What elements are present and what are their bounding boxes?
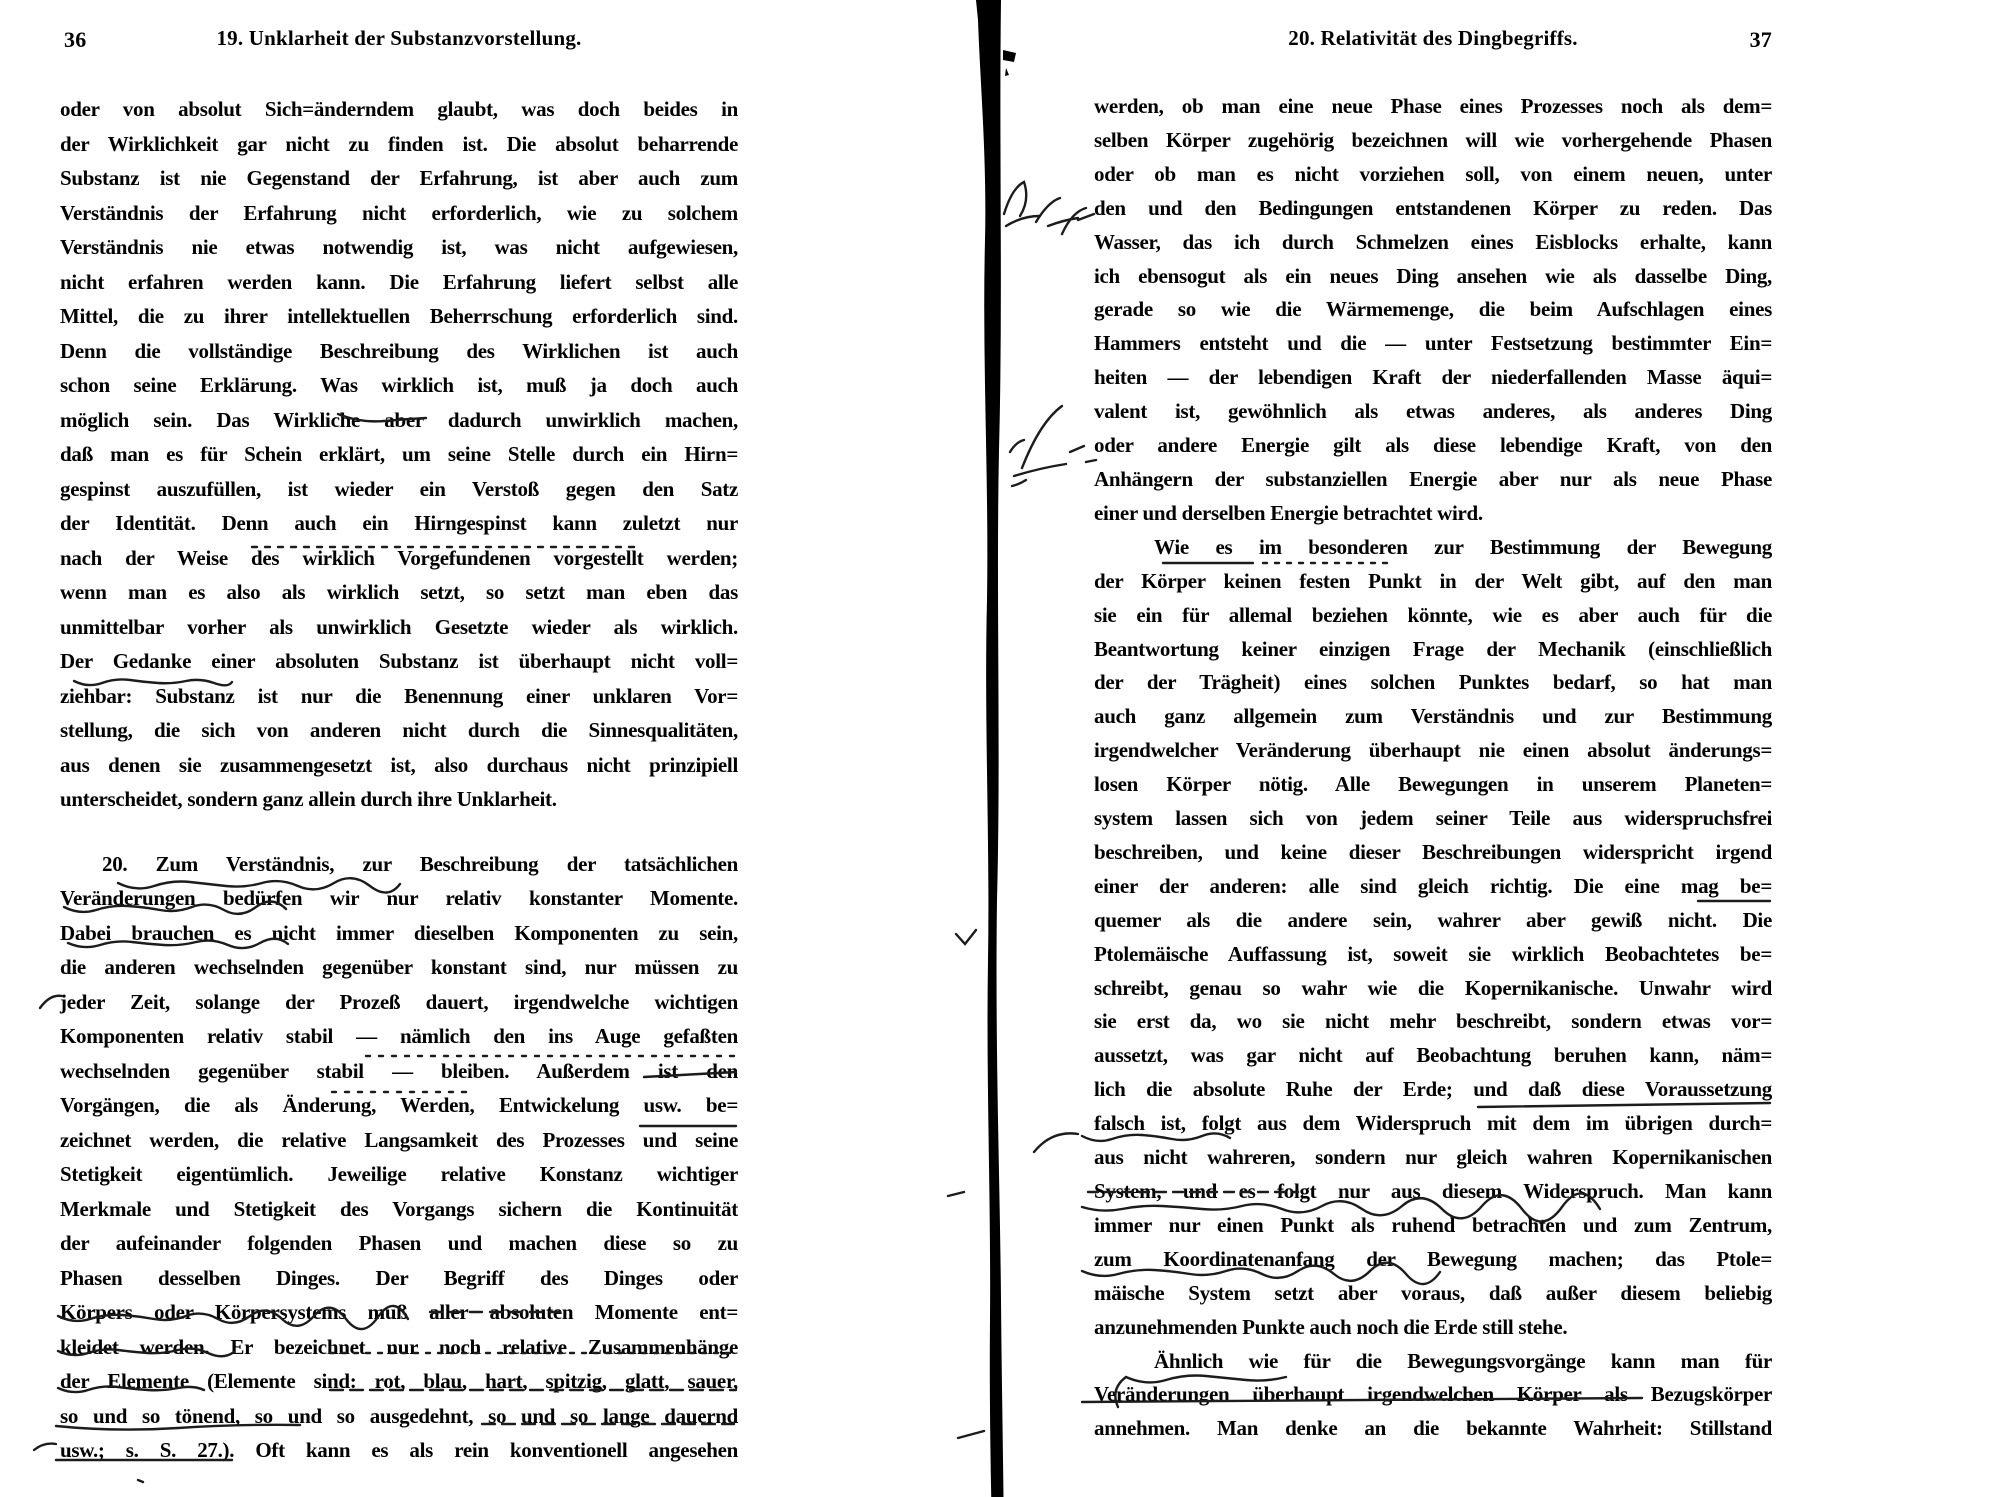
text-line: Ähnlich wie für die Bewegungsvorgänge kann man für xyxy=(1154,1348,1772,1373)
text-line: oder von absolut Sich=änderndem glaubt, was doch beides in xyxy=(60,97,738,121)
text-line: nicht erfahren werden kann. Die Erfahrung liefert selbst alle xyxy=(60,269,738,294)
left-page xyxy=(60,0,738,1497)
text-line: wenn man es also als wirklich setzt, so setzt man eben das xyxy=(60,580,738,604)
text-line: 20. Zum Verständnis, zur Beschreibung der tatsächlichen xyxy=(102,851,738,876)
text-line: selben Körper zugehörig bezeichnen will wie vorhergehende Phasen xyxy=(1094,127,1772,152)
text-line: annehmen. Man denke an die bekannte Wahrheit: Stillstand xyxy=(1094,1416,1772,1441)
text-line: daß man es für Schein erklärt, um seine Stelle durch ein Hirn= xyxy=(60,442,738,466)
pencil-marginalia-mid xyxy=(1010,406,1096,486)
pencil-check-mark xyxy=(956,930,976,944)
paragraph xyxy=(1094,90,1772,531)
text-line: sie erst da, wo sie nicht mehr beschreibt, sondern etwas vor= xyxy=(1094,1009,1772,1034)
text-line: der Wirklichkeit gar nicht zu finden ist. Die absolut beharrende xyxy=(60,131,738,156)
text-line: auch ganz allgemein zum Verständnis und zur Bestimmung xyxy=(1094,704,1772,729)
text-line: der aufeinander folgenden Phasen und machen diese so zu xyxy=(60,1231,738,1255)
paragraph xyxy=(60,92,738,817)
text-line: Ptolemäische Auffassung ist, soweit sie wirklich Beobachtetes be= xyxy=(1094,941,1772,966)
text-line: den und den Bedingungen entstandenen Körper zu reden. Das xyxy=(1094,195,1772,220)
text-line: aussetzt, was gar nicht auf Beobachtung beruhen kann, näm= xyxy=(1094,1043,1772,1068)
left-page-number: 36 xyxy=(64,27,87,52)
text-line: oder andere Energie gilt als diese lebendige Kraft, von den xyxy=(1094,433,1772,458)
text-line: aus denen sie zusammengesetzt ist, also durchaus nicht prinzipiell xyxy=(60,752,738,777)
text-line: anzunehmenden Punkte auch noch die Erde still stehe. xyxy=(1094,1314,1568,1339)
text-line: ziehbar: Substanz ist nur die Benennung einer unklaren Vor= xyxy=(60,683,738,708)
text-line: schon seine Erklärung. Was wirklich ist, muß ja doch auch xyxy=(60,373,738,397)
text-line: Stetigkeit eigentümlich. Jeweilige relative Konstanz wichtiger xyxy=(60,1162,738,1186)
right-page-body xyxy=(1094,90,1772,1446)
text-line: Der Gedanke einer absoluten Substanz ist überhaupt nicht voll= xyxy=(60,649,738,673)
text-line: Veränderungen bedürfen wir nur relativ konstanter Momente. xyxy=(60,886,738,910)
text-line: wechselnden gegenüber stabil — bleiben. Außerdem ist den xyxy=(60,1058,738,1083)
text-line: Mittel, die zu ihrer intellektuellen Beherrschung erforderlich sind. xyxy=(60,304,738,328)
right-running-title: 20. Relativität des Dingbegriffs. xyxy=(1288,26,1578,50)
text-line: quemer als die andere sein, wahrer aber gewiß nicht. Die xyxy=(1094,907,1772,932)
binding-shadow-line xyxy=(976,0,1004,1497)
text-line: beschreiben, und keine dieser Beschreibungen widerspricht irgend xyxy=(1094,839,1772,864)
text-line: immer nur einen Punkt als ruhend betrachten und zum Zentrum, xyxy=(1094,1212,1772,1237)
text-line: Phasen desselben Dinges. Der Begriff des Dinges oder xyxy=(60,1265,738,1290)
text-line: Anhängern der substanziellen Energie aber nur als neue Phase xyxy=(1094,466,1772,491)
text-line: gespinst auszufüllen, ist wieder ein Verstoß gegen den Satz xyxy=(60,476,738,501)
right-page-number: 37 xyxy=(1749,27,1772,52)
pencil-dash xyxy=(948,1192,964,1196)
text-line: möglich sein. Das Wirkliche aber dadurch unwirklich machen, xyxy=(60,407,738,432)
text-line: ich ebensogut als ein neues Ding ansehen wie als dasselbe Ding, xyxy=(1094,263,1772,288)
text-line: gerade so wie die Wärmemenge, die beim Aufschlagen eines xyxy=(1094,297,1772,322)
text-line: sie ein für allemal beziehen könnte, wie es aber auch für die xyxy=(1094,602,1772,627)
text-line: losen Körper nötig. Alle Bewegungen in unserem Planeten= xyxy=(1094,772,1772,797)
paragraph xyxy=(1094,1345,1772,1447)
left-page-header xyxy=(60,26,738,51)
text-line: Merkmale und Stetigkeit des Vorgangs sichern die Kontinuität xyxy=(60,1196,738,1221)
text-line: zeichnet werden, die relative Langsamkeit des Prozesses und seine xyxy=(60,1127,738,1152)
text-line: unmittelbar vorher als unwirklich Gesetzte wieder als wirklich. xyxy=(60,614,738,639)
pencil-dash xyxy=(958,1431,984,1438)
text-line: so und so tönend, so und so ausgedehnt, so und so lange dauernd xyxy=(60,1403,738,1428)
text-line: lich die absolute Ruhe der Erde; und daß diese Voraussetzung xyxy=(1094,1077,1772,1102)
text-line: Körpers oder Körpersystems muß aller absoluten Momente ent= xyxy=(60,1300,738,1324)
text-line: Vorgängen, die als Änderung, Werden, Entwickelung usw. be= xyxy=(60,1093,738,1117)
text-line: schreibt, genau so wahr wie die Kopernikanische. Unwahr wird xyxy=(1094,975,1772,1000)
text-line: kleidet werden. Er bezeichnet nur noch relative Zusammenhänge xyxy=(60,1334,738,1359)
text-line: die anderen wechselnden gegenüber konstant sind, nur müssen zu xyxy=(60,955,738,979)
text-line: System, und es folgt nur aus diesem Widerspruch. Man kann xyxy=(1094,1179,1772,1203)
pencil-marginalia-upper xyxy=(1004,182,1094,234)
left-page-body xyxy=(60,92,738,1468)
text-line: Denn die vollständige Beschreibung des Wirklichen ist auch xyxy=(60,338,738,363)
text-line: oder ob man es nicht vorziehen soll, von einem neuen, unter xyxy=(1094,161,1772,186)
text-line: Substanz ist nie Gegenstand der Erfahrung, ist aber auch zum xyxy=(60,166,738,190)
right-page-header xyxy=(1094,26,1772,51)
text-line: unterscheidet, sondern ganz allein durch ihre Unklarheit. xyxy=(60,787,557,811)
text-line: Wasser, das ich durch Schmelzen eines Eisblocks erhalte, kann xyxy=(1094,229,1772,254)
text-line: Wie es im besonderen zur Bestimmung der Bewegung xyxy=(1154,534,1772,559)
text-line: der der Trägheit) eines solchen Punktes bedarf, so hat man xyxy=(1094,670,1772,695)
text-line: Komponenten relativ stabil — nämlich den ins Auge gefaßten xyxy=(60,1024,738,1048)
text-line: werden, ob man eine neue Phase eines Prozesses noch als dem= xyxy=(1094,94,1772,118)
text-line: jeder Zeit, solange der Prozeß dauert, irgendwelche wichtigen xyxy=(60,989,738,1014)
text-line: Verständnis der Erfahrung nicht erforderlich, wie zu solchem xyxy=(60,200,738,225)
text-line: einer und derselben Energie betrachtet wird. xyxy=(1094,500,1483,525)
text-line: irgendwelcher Veränderung überhaupt nie einen absolut änderungs= xyxy=(1094,738,1772,763)
text-line: aus nicht wahreren, sondern nur gleich wahren Kopernikanischen xyxy=(1094,1145,1772,1170)
text-line: system lassen sich von jedem seiner Teile aus widerspruchsfrei xyxy=(1094,806,1772,831)
text-line: usw.; s. S. 27.). Oft kann es als rein konventionell angesehen xyxy=(60,1438,738,1462)
text-line: mäische System setzt aber voraus, daß außer diesem beliebig xyxy=(1094,1280,1772,1305)
text-line: valent ist, gewöhnlich als etwas anderes, als anderes Ding xyxy=(1094,399,1772,424)
text-line: Veränderungen überhaupt irgendwelchen Körper als Bezugskörper xyxy=(1094,1382,1772,1407)
paragraph xyxy=(1094,531,1772,1345)
right-page xyxy=(1094,0,1772,1497)
paragraph xyxy=(60,847,738,1468)
left-running-title: 19. Unklarheit der Substanzvorstellung. xyxy=(216,26,582,50)
ink-speck xyxy=(1003,50,1016,76)
text-line: zum Koordinatenanfang der Bewegung machen; das Ptole= xyxy=(1094,1246,1772,1271)
text-line: der Körper keinen festen Punkt in der Welt gibt, auf den man xyxy=(1094,568,1772,593)
text-line: nach der Weise des wirklich Vorgefundenen vorgestellt werden; xyxy=(60,545,738,570)
text-line: Dabei brauchen es nicht immer dieselben Komponenten zu sein, xyxy=(60,920,738,945)
text-line: Hammers entsteht und die — unter Festsetzung bestimmter Ein= xyxy=(1094,331,1772,356)
text-line: Verständnis nie etwas notwendig ist, was nicht aufgewiesen, xyxy=(60,235,738,259)
text-line: falsch ist, folgt aus dem Widerspruch mit dem im übrigen durch= xyxy=(1094,1111,1772,1136)
text-line: einer der anderen: alle sind gleich richtig. Die eine mag be= xyxy=(1094,873,1772,898)
text-line: stellung, die sich von anderen nicht durch die Sinnesqualitäten, xyxy=(60,718,738,742)
text-line: heiten — der lebendigen Kraft der niederfallenden Masse äqui= xyxy=(1094,365,1772,390)
text-line: der Elemente (Elemente sind: rot, blau, hart, spitzig, glatt, sauer, xyxy=(60,1369,738,1393)
text-line: der Identität. Denn auch ein Hirngespinst kann zuletzt nur xyxy=(60,511,738,535)
text-line: Beantwortung keiner einzigen Frage der Mechanik (einschließlich xyxy=(1094,636,1772,661)
